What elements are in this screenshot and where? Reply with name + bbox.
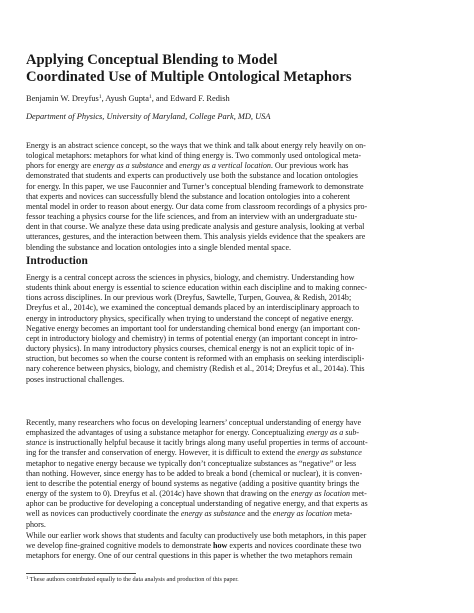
body-line: phors. [26,519,46,529]
body-line: ient to describe the potential energy of bound systems as negative (adding a positive quantity brings the [26,478,360,488]
author-affiliation: Department of Physics, University of Maryland, College Park, MD, USA [26,112,271,121]
body-line: stance is instructionally helpful because it tacitly brings along many useful properties in terms of account- [26,438,368,448]
body-line: aphor can be productive for developing a conceptual understanding of negative energy, and that experts as [26,499,368,509]
abstract-line: utterances, gestures, and the interaction between them. This analysis yields evidence that the speakers are [26,232,366,242]
abstract-line: tological metaphors: metaphors for what kind of thing energy is. Two commonly used ontological meta- [26,151,362,161]
abstract-line: fessor teaching a physics course for the life sciences, and from an interview with an undergraduate stu- [26,212,358,222]
body-line: metaphors for energy. One of our central questions in this paper is whether the two metaphors remain [26,551,353,561]
body-line: While our earlier work shows that students and faculty can productively use both metaphors, in this paper [26,531,367,540]
body-paragraph [26,418,456,530]
footnote-text: These authors contributed equally to the data analysis and production of this paper. [28,576,239,583]
abstract [26,141,456,253]
body-line: cept in introductory biology and chemistry) in terms of potential energy (an important concept in intro- [26,333,358,343]
abstract-line: dent in that course. We analyze these data using predicate analysis and gesture analysis, looking at verbal [26,222,365,232]
body-line: energy in introductory physics, specifically when trying to understand the concept of negative energy. [26,313,354,323]
abstract-line: phors for energy are energy as a substance and energy as a vertical location. Our previous work has [26,161,349,171]
abstract-line: that experts and novices can successfully blend the substance and location ontologies into a coherent [26,191,351,201]
body-line: than nothing. However, since energy has to be added to break a bond (chemical or nuclear), it is conven- [26,468,363,478]
body-line: well as novices can productively coordinate the energy as substance and the energy as location meta- [26,509,353,519]
body-line: we develop fine-grained cognitive models to demonstrate how experts and novices coordinate these two [26,541,362,551]
body-line: struction, but becomes so when the course content is reformed with an emphasis on seeking interdiscipli- [26,354,365,364]
title-line: Applying Conceptual Blending to Model [26,52,278,68]
body-line: poses instructional challenges. [26,374,125,384]
footnote-marker: 1 [148,94,152,100]
body-line: emphasized the advantages of using a substance metaphor for energy. Conceptualizing energy as a sub- [26,428,360,438]
body-line: Recently, many researchers who focus on developing learners’ conceptual understanding of energy have [26,418,362,427]
abstract-line: mental model in order to reason about energy. Our data come from classroom recordings of a physics pro- [26,201,368,211]
body-line: nary coherence between physics, biology, and chemistry (Redish et al., 2014; Dreyfus et al., 2014a). This [26,364,365,374]
body-line: ing for the transfer and conservation of energy. However, it is difficult to extend the energy as substance [26,448,362,458]
body-line: students think about energy is essential to science education within each discipline and to making connec- [26,283,368,293]
section-heading: Introduction [26,255,88,267]
author-list [26,94,230,103]
body-line: tions across disciplines. In our previous work (Dreyfus, Sawtelle, Turpen, Gouvea, & Redish, 2014b; [26,293,352,303]
author-name: , Ayush Gupta [101,94,149,103]
body-line: energy of the system to 0). Dreyfus et al. (2014c) have shown that drawing on the energy as location met- [26,489,367,499]
body-line: Negative energy becomes an important tool for understanding chemical bond energy (an important con- [26,323,361,333]
intro-paragraph [26,273,456,385]
body-line: metaphor to negative energy because we typically don’t conceptualize substances as “negative” or less [26,458,357,468]
abstract-line: for energy. In this paper, we use Fauconnier and Turner’s conceptual blending framework to demonstrate [26,181,364,191]
body-paragraph [26,531,456,561]
author-name: , and Edward F. Redish [151,94,230,103]
abstract-line: demonstrated that students and experts can productively use both the substance and location ontologies [26,171,358,181]
footnote-marker: 1 [98,94,102,100]
author-name: Benjamin W. Dreyfus [26,94,99,103]
paper-title [26,52,446,86]
footnote-marker: 1 [26,575,29,580]
footnote [26,576,239,583]
body-line: Energy is a central concept across the sciences in physics, biology, and chemistry. Understanding how [26,273,355,282]
title-line: Coordinated Use of Multiple Ontological Metaphors [26,69,352,85]
body-line: Dreyfus et al., 2014c), we examined the conceptual demands placed by an interdisciplinary approach to [26,303,360,313]
footnote-divider [26,573,136,574]
abstract-line: blending the substance and location ontologies into a single blended mental space. [26,242,292,252]
body-line: ductory physics). In many introductory physics courses, chemical energy is not an explicit topic of in- [26,344,355,354]
abstract-line: Energy is an abstract science concept, so the ways that we think and talk about energy rely heavily on on- [26,141,366,150]
